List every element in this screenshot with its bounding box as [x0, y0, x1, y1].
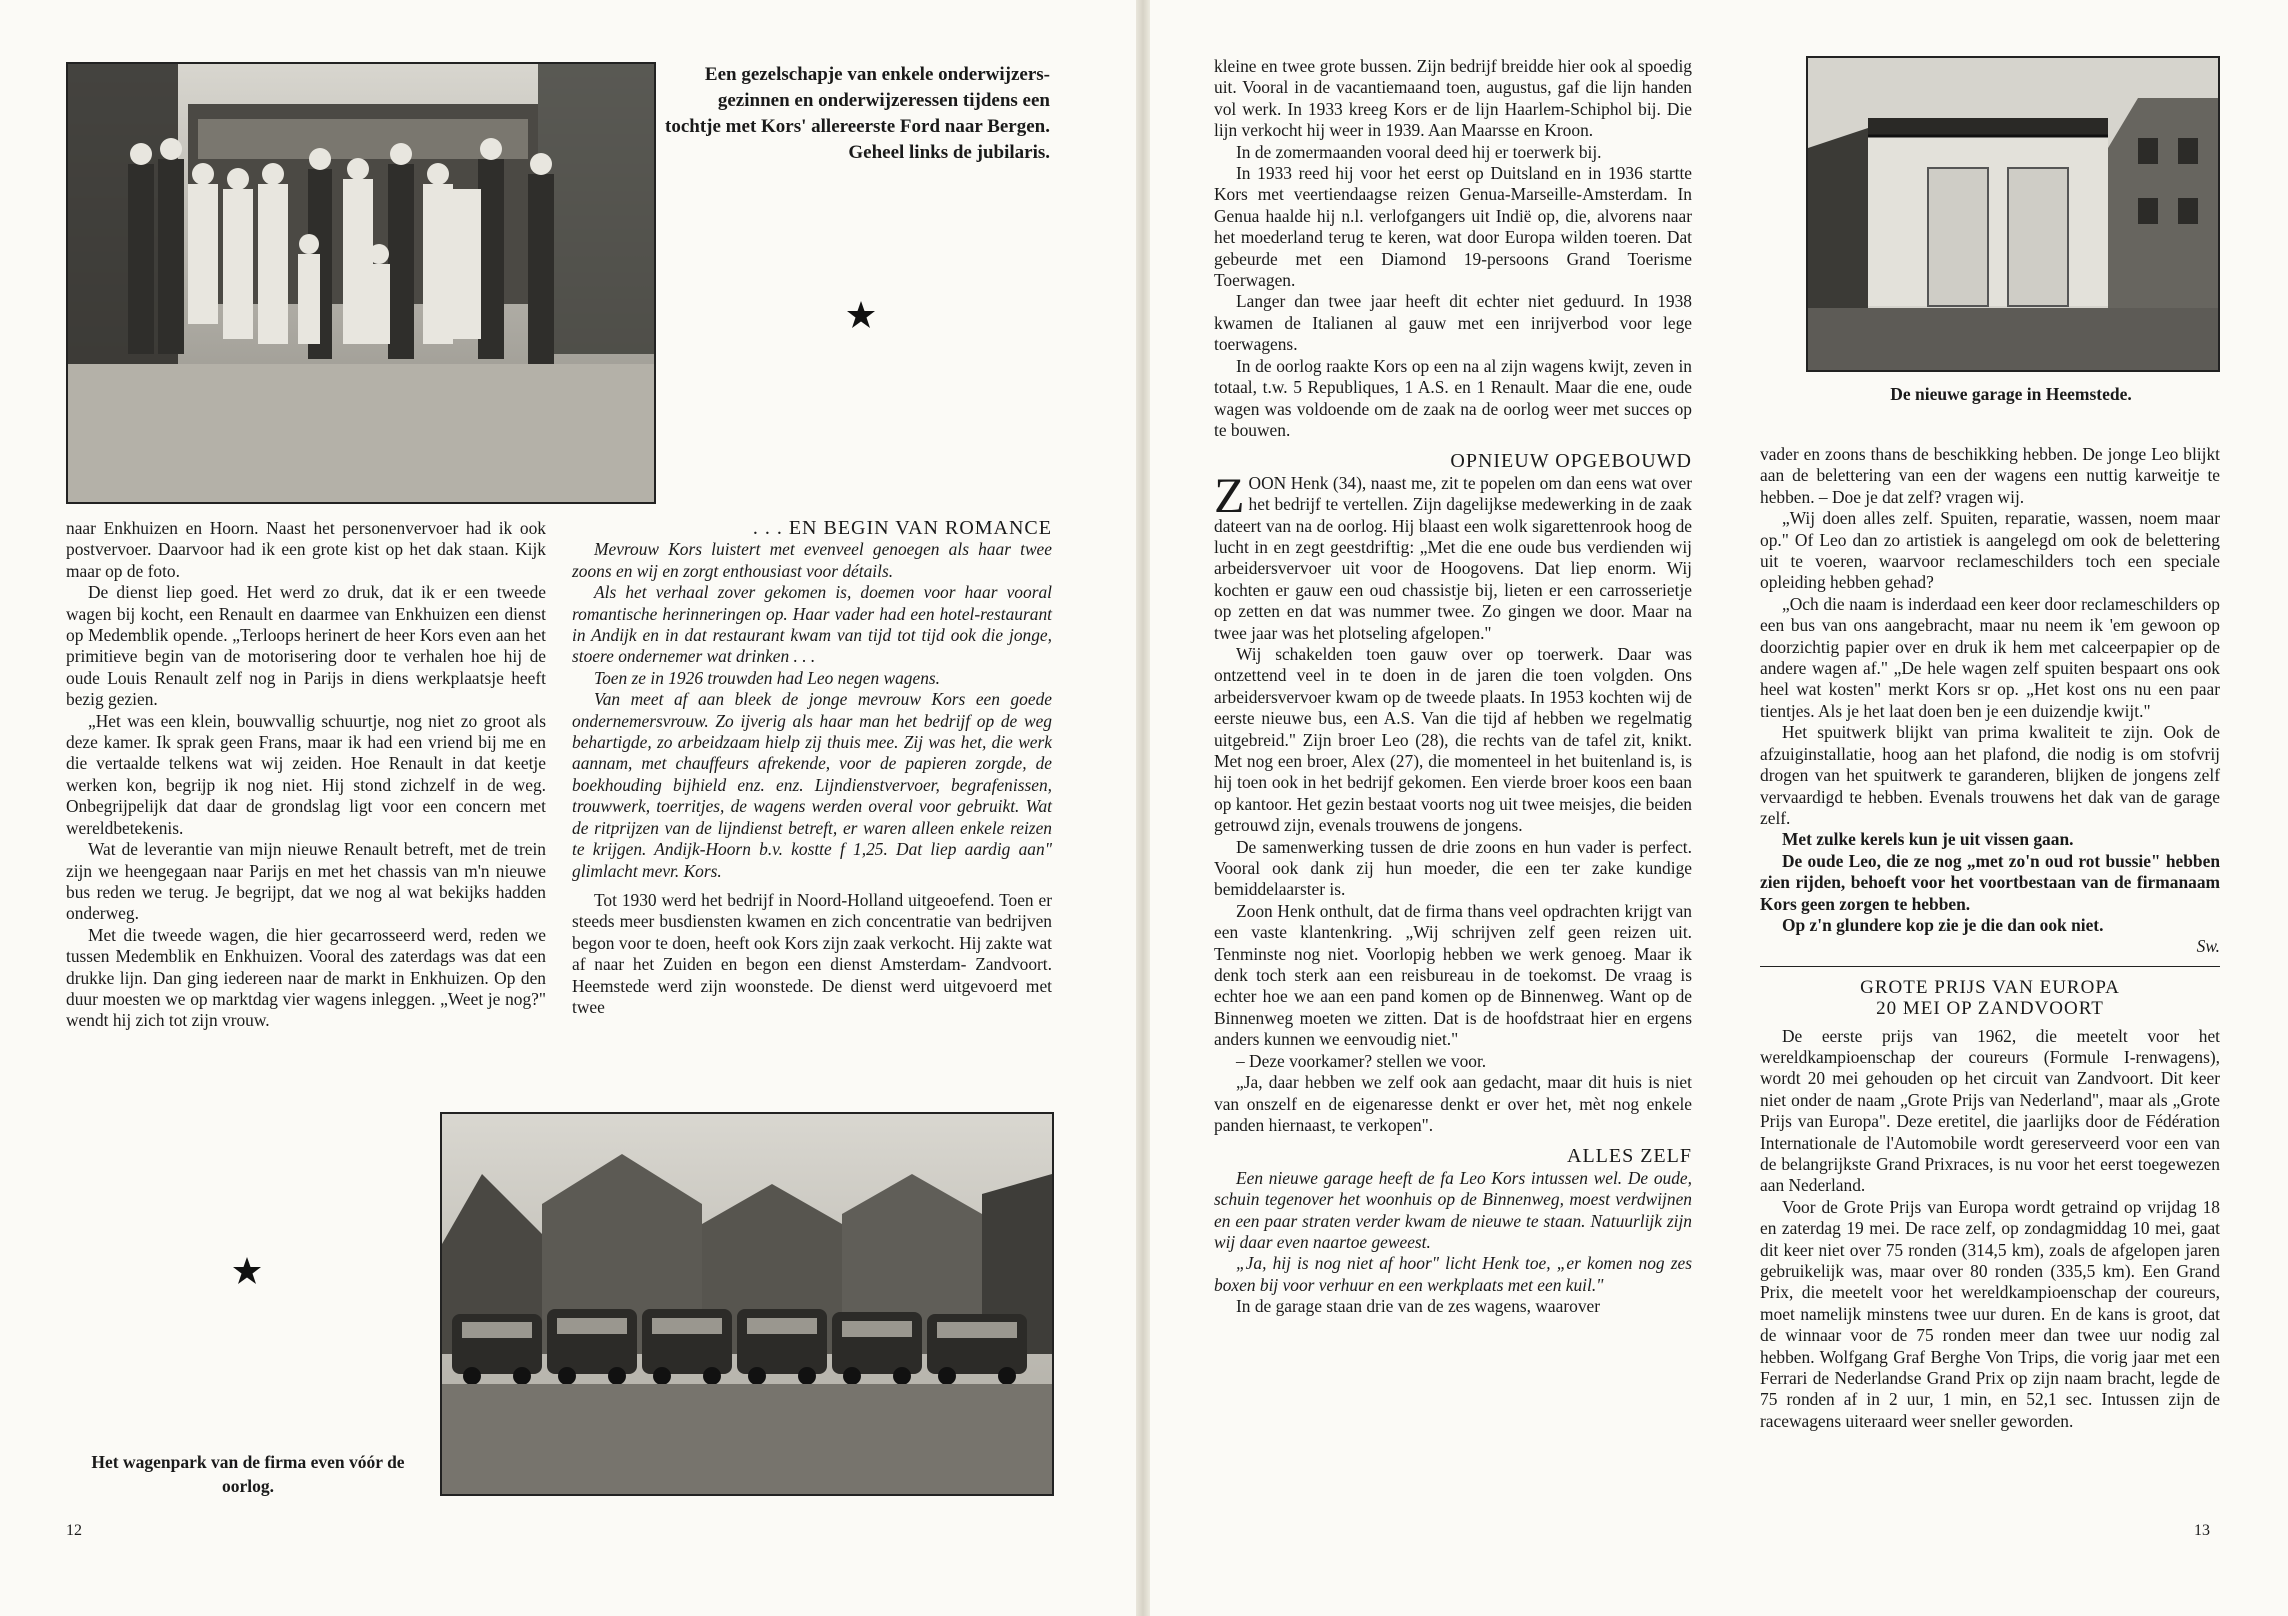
drop-cap: Z [1214, 466, 1245, 523]
paragraph: „Ja, daar hebben we zelf ook aan gedacht, maar dit huis is niet van onszelf en de eigenaresse denkt er over het, mèt nog enkele panden hiernaast, te verkopen". [1214, 1072, 1692, 1135]
paragraph-bold: De oude Leo, die ze nog „met zo'n oud rot bussie" hebben zien rijden, behoeft voor het voortbestaan van de firmanaam Kors geen zorgen te hebben. [1760, 850, 2220, 914]
paragraph: De eerste prijs van 1962, die meetelt voor het wereldkampioenschap der coureurs (Formule I-renwagens), wordt 20 mei gehouden op het circuit van Zandvoort. Dit keer niet onder de naam „Grote Prijs van Nederland", maar als „Grote Prijs van Europa". Deze eretitel, die jaarlijks door de Fédération Internationale de l'Automobile wordt gereserveerd voor een van de belangrijkste Grand Prixraces, is nu voor het eerst toegewezen aan Nederland. [1760, 1025, 2220, 1196]
paragraph: In 1933 reed hij voor het eerst op Duitsland en in 1936 startte Kors met veertiendaagse reizen Genua-Marseille-Amsterdam. In Genua haalde hij n.l. verlofgangers uit Indië op, die, alvorens naar het moederland terug te keren, wat door Europa wilden toeren. Dat gebeurde met een Diamond 19-persoons Grand Toerisme Toerwagen. [1214, 163, 1692, 291]
right-column-2 [1760, 444, 2220, 1432]
paragraph: naar Enkhuizen en Hoorn. Naast het personenvervoer had ik ook postvervoer. Daarvoor had ik een grote kist op het dak staan. Kijk maar op de foto. [66, 518, 546, 581]
paragraph: In de garage staan drie van de zes wagens, waarover [1236, 1296, 1601, 1317]
paragraph: vader en zoons thans de beschikking hebben. De jonge Leo blijkt aan de belettering van een der wagens een nuttig karweitje te hebben. – Doe je dat zelf? vragen wij. [1760, 444, 2220, 507]
section-subheading-grote-prijs: 20 MEI OP ZANDVOORT [1876, 998, 2104, 1020]
paragraph: In de zomermaanden vooral deed hij er toerwerk bij. [1236, 141, 1602, 162]
paragraph: De samenwerking tussen de drie zoons en hun vader is perfect. Vooral ook dank zij hun moeder, die een ter zake kundige bemiddelaarster is. [1214, 836, 1692, 900]
paragraph: „Ja, hij is nog niet af hoor" licht Henk toe, „er komen nog zes boxen bij voor verhuur en een werkplaats met een kuil." [1214, 1253, 1692, 1295]
paragraph: „Het was een klein, bouwvallig schuurtje, nog niet zo groot als deze kamer. Ik sprak geen Frans, maar ik had een vriend bij me en die vertaalde telkens wat wij zeiden. Hoe Renault in dat keetje werken kon, begrijp ik nog niet. Hij stond zichzelf in de weg. Onbegrijpelijk dat daar de grondslag ligt voor een concern met wereldbetekenis. [66, 710, 546, 838]
section-heading-opnieuw: OPNIEUW OPGEBOUWD [1450, 450, 1692, 473]
group-photo-illustration [68, 64, 654, 502]
paragraph: kleine en twee grote bussen. Zijn bedrijf breidde hier ook al spoedig uit. Vooral in de vacantiemaand toen, augustus, gaf die lijn handen vol werk. In 1933 kreeg Kors er de lijn Haarlem-Schiphol bij. Die lijn verkocht hij weer in 1939. Aan Maarsse en Kroon. [1214, 56, 1692, 141]
paragraph: Van meet af aan bleek de jonge mevrouw Kors een goede ondernemersvrouw. Zo ijverig als haar man het bedrijf op de weg behartigde, zo arbeidzaam hielp zij thuis mee. Zij was het, die werk aannam, met chauffeurs afrekende, voor de papieren zorgde, de boekhouding bijhield enz. enz. Lijndienstvervoer, begrafenissen, trouwwerk, toerritjes, de wagens werden overal voor gebruikt. Wat de ritprijzen van de lijndienst betreft, er waren alleen enkele reizen te krijgen. Andijk-Hoorn b.v. kostte f 1,25. Dat liep aardig aan" glimlacht mevr. Kors. [572, 689, 1052, 881]
paragraph: „Wij doen alles zelf. Spuiten, reparatie, wassen, noem maar op." Of Leo dan zo artistiek is aangelegd om ook de belettering uit te voeren, waarvoor reclameschilders toch een speciale opleiding hebben gehad? [1760, 508, 2220, 593]
paragraph: Als het verhaal zover gekomen is, doemen voor haar vooral romantische herinneringen op. Haar vader had een hotel-restaurant in Andijk en in dat restaurant kwam van tijd tot tijd ook die jonge, stoere ondernemer wat drinken . . . [572, 582, 1052, 667]
paragraph-bold: Met zulke kerels kun je uit vissen gaan. [1782, 829, 2074, 850]
photo-garage [1806, 56, 2220, 372]
paragraph: Zoon Henk onthult, dat de firma thans veel opdrachten krijgt van een vaste klantenkring. „Wij schrijven zelf geen reizen uit. Tenminste nog niet. Voorlopig hebben we werk genoeg. Maar ik denk toch sterk aan een reisbureau in de toekomst. De vraag is echter hoe we aan een pand komen op de Binnenweg. Want op de Binnenweg moeten we zitten. Dat is de hoofdstraat hier en ergens anders kunnen we eenvoudig niet." [1214, 900, 1692, 1050]
paragraph: De dienst liep goed. Het werd zo druk, dat ik er een tweede wagen bij kocht, een Renault en daarmee van Enkhuizen een dienst op Medemblik opende. „Terloops herinert de heer Kors even aan het primitieve begin van de motorisering door te verhalen hoe hij de oude Louis Renault zelf nog in Parijs in diens werkplaatsje heeft bezig gezien. [66, 582, 546, 710]
paragraph: – Deze voorkamer? stellen we voor. [1236, 1050, 1487, 1071]
left-column-2 [572, 518, 1052, 1018]
paragraph: Met die tweede wagen, die hier gecarrosseerd werd, reden we tussen Medemblik en Enkhuizen. Vooral des zaterdags was dat een drukke lijn. Dan ging iedereen naar de markt in Enkhuizen. Op den duur moesten we op marktdag vier wagens inleggen. „Weet je nog?" wendt hij zich tot zijn vrouw. [66, 924, 546, 1031]
star-ornament-icon [846, 300, 876, 335]
page-number-left: 12 [66, 1522, 82, 1539]
paragraph-dropcap [1214, 466, 1692, 644]
garage-illustration [1808, 58, 2218, 370]
page-number-right: 13 [2194, 1522, 2210, 1539]
photo-wagenpark [440, 1112, 1054, 1496]
caption-top-photo: Een gezelschapje van enkele onderwijzers-gezinnen en onderwijzeressen tijdens een tochtje met Kors' allereerste Ford naar Bergen. Geheel links de jubilaris. [665, 64, 1050, 163]
paragraph: In de oorlog raakte Kors op een na al zijn wagens kwijt, zeven in totaal, t.w. 5 Republiques, 1 A.S. en 1 Renault. Maar die ene, oude wagen was voldoende om de zaak na de oorlog weer met succes op te bouwen. [1214, 355, 1692, 440]
left-column-1 [66, 518, 546, 1032]
paragraph-bold: Op z'n glundere kop zie je die dan ook niet. [1782, 914, 2104, 935]
paragraph: Voor de Grote Prijs van Europa wordt getraind op vrijdag 18 en zaterdag 19 mei. De race zelf, op zondagmiddag 10 mei, gaat dit keer niet over 75 ronden (314,5 km), zoals de afgelopen jaren gebruikelijk was, maar over 80 ronden (335,5 km). Een Grand Prix, die meetelt voor het wereldkampioenschap der coureurs, moet namelijk minstens twee uur duren. En de kans is groot, dat de winnaar voor de 75 ronden meer dan twee uur nodig zal hebben. Wolfgang Graf Berghe Von Trips, die vorig jaar met een Ferrari de Nederlandse Grand Prix op zijn naam bracht, legde de 75 ronden af in 2 uur, 1 min, en 52,1 sec. Intussen zijn de racewagens uiteraard weer sneller geworden. [1760, 1196, 2220, 1431]
paragraph: Wij schakelden toen gauw over op toerwerk. Daar was ontzettend veel in te doen in de jaren die toen volgden. Ons arbeidersvervoer kwam op de tweede plaats. In 1953 kochten wij de eerste nieuwe bus, een A.S. Van die tijd af hebben we regelmatig uitgebreid." Zijn broer Leo (28), die rechts van de tafel zit, knikt. Met nog een broer, Alex (27), die momenteel in het buitenland is, is hij toen ook in het bedrijf gekomen. Een vierde broer koos een baan op kantoor. Het gezin bestaat voorts nog uit twee meisjes, die beiden getrouwd zijn, evenals trouwens de jongens. [1214, 643, 1692, 836]
paragraph: Toen ze in 1926 trouwden had Leo negen wagens. [594, 667, 941, 688]
section-heading-grote-prijs: GROTE PRIJS VAN EUROPA [1860, 976, 2120, 998]
star-ornament-icon [232, 1256, 262, 1291]
section-divider [1760, 966, 2220, 967]
page-gutter [1136, 0, 1150, 1616]
paragraph: Wat de leverantie van mijn nieuwe Renault betreft, met de trein zijn we heengegaan naar Parijs en met het chassis van m'n nieuwe bus reden we terug. Je begrijpt, dat we nog al wat bekijks hadden onderweg. [66, 839, 546, 924]
bus-fleet-illustration [442, 1114, 1052, 1494]
paragraph-text: OON Henk (34), naast me, zit te popelen om dan eens wat over het bedrijf te vertellen. Zijn dagelijkse medewerking in de zaak dateert van na de oorlog. Hij blaast een wolk sigarettenrook hoog de lucht in en zegt geestdriftig: „Met die ene oude bus verdienden wij arbeidersvervoer uit voor de Hoogovens. Dat liep enorm. Wij kochten er gauw een oud chassistje bij, lieten er een carrosserietje op zetten en dat was nummer twee. Zo gingen we door. Maar na twee jaar was het plotseling afgelopen." [1214, 472, 1692, 643]
paragraph: Langer dan twee jaar heeft dit echter niet geduurd. In 1938 kwamen de Italianen al gauw met een inrijverbod voor lege toerwagens. [1214, 291, 1692, 355]
paragraph: Een nieuwe garage heeft de fa Leo Kors intussen wel. De oude, schuin tegenover het woonhuis op de Binnenweg, moest verdwijnen en een paar straten verder kwam de nieuwe te staan. Natuurlijk zijn wij daar even naartoe geweest. [1214, 1167, 1692, 1252]
section-heading-alles-zelf: ALLES ZELF [1567, 1145, 1692, 1168]
paragraph: Mevrouw Kors luistert met evenveel genoegen als haar twee zoons en wij en zorgt enthousiast voor détails. [572, 539, 1052, 581]
paragraph: Tot 1930 werd het bedrijf in Noord-Holland uitgeoefend. Toen er steeds meer busdiensten kwamen en zich concentratie van bedrijven begon voor te doen, heeft ook Kors zijn zaak verkocht. Hij zakte wat af naar het Zuiden en begon een dienst Amsterdam- Zandvoort. Heemstede werd zijn woonstede. De dienst werd uitgevoerd met twee [572, 889, 1052, 1017]
section-heading-romance: . . . EN BEGIN VAN ROMANCE [752, 517, 1052, 539]
caption-wagenpark: Het wagenpark van de firma even vóór de oorlog. [91, 1452, 405, 1496]
caption-garage: De nieuwe garage in Heemstede. [1890, 384, 2132, 404]
paragraph: „Och die naam is inderdaad een keer door reclameschilders op een bus van ons aangebracht, maar nu neem ik 'em gewoon op doorzichtig papier over en druk ik hem met calceerpapier op de andere wagen af." „De hele wagen zelf spuiten bespaart ons ook heel wat kosten" merkt Kors sr op. „Het kost ons nu een paar tientjes. Als je het laat doen ben je een duizendje kwijt." [1760, 593, 2220, 721]
right-column-1 [1214, 56, 1692, 1318]
paragraph: Het spuitwerk blijkt van prima kwaliteit te zijn. Ook de afzuiginstallatie, hoog aan het plafond, die nodig is om stofvrij drogen van het spuitwerk te garanderen, blijken de jongens zelf vervaardigd te hebben. Evenals trouwens het dak van de garage zelf. [1760, 722, 2220, 828]
author-signature: Sw. [2196, 936, 2220, 957]
photo-group-ford [66, 62, 656, 504]
